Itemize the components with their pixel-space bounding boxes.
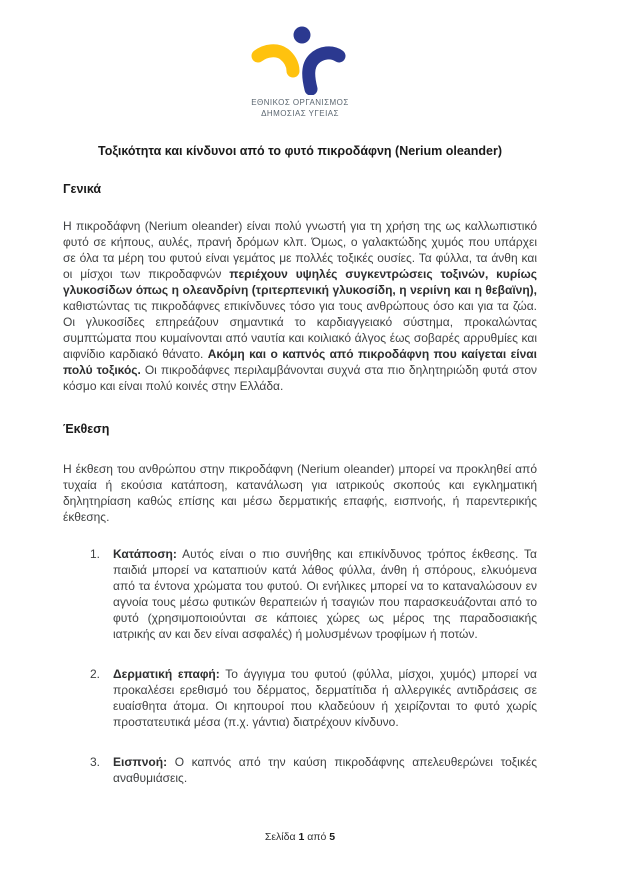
logo-org-name	[230, 97, 370, 119]
text-run: Οι πικροδάφνες περιλαμβάνονται συχνά στα πιο δηλητηριώδη φυτά στον κόσμο και είναι πολύ κοινές στην Ελλάδα.	[63, 363, 537, 393]
eody-logo	[230, 25, 370, 119]
text-run-bold: περιέχουν υψηλές συγκεντρώσεις τοξινών, κυρίως γλυκοσίδων όπως η ολεανδρίνη (τριτερπενική γλυκοσίδη, η νεριίνη και η θεβαϊνη),	[63, 267, 537, 297]
paragraph-exposure-intro: Η έκθεση του ανθρώπου στην πικροδάφνη (Nerium oleander) μπορεί να προκληθεί από τυχαία ή εκούσια κατάποση, κατανάλωση για ιατρικούς σκοπούς και εγκληματική δηλητηρίαση καθώς επίσης και μέσω δερματικής επαφής, εισπνοής, ή παρεντερικής έκθεσης.	[63, 462, 537, 524]
list-item-number: 3.	[90, 755, 101, 769]
list-item-number: 1.	[90, 547, 101, 561]
text-run: Το άγγιγμα του φυτού (φύλλα, μίσχοι, χυμός) μπορεί να προκαλέσει ερεθισμό του δέρματος, δερματίτιδα ή αλλεργικές αντιδράσεις σε ευαίσθητα άτομα. Οι κηπουροί που κλαδεύουν ή χειρίζονται το φυτό χωρίς προστατευτικά μέσα (π.χ. γάντια) διατρέχουν κίνδυνο.	[113, 667, 537, 729]
list-item-text	[113, 546, 537, 642]
footer-page-number: 1	[298, 831, 305, 843]
list-item-text	[113, 666, 537, 730]
section-heading-general: Γενικά	[63, 182, 102, 196]
logo-blue-body	[309, 53, 339, 89]
text-run: Η πικροδάφνη (Nerium oleander) είναι πολύ γνωστή για τη χρήση της ως καλλωπιστικό φυτό σε κήπους, αυλές, πρανή δρόμων κλπ. Όμως, ο γαλακτώδης χυμός που υπάρχει σε όλα τα μέρη του φυτού είναι γεμάτος με πολλές τοξικές ουσίες. Τα φύλλα, τα άνθη και οι μίσχοι των πικροδαφνών	[63, 219, 537, 281]
list-item-skin-contact	[63, 666, 537, 730]
list-item-label: Δερματική επαφή:	[113, 667, 220, 681]
list-item-inhalation	[63, 754, 537, 786]
paragraph-general	[63, 218, 537, 394]
footer-total-pages: 5	[329, 831, 336, 843]
text-run: Ο καπνός από την καύση πικροδάφνης απελευθερώνει τοξικές αναθυμιάσεις.	[113, 755, 537, 785]
section-heading-exposure: Έκθεση	[63, 422, 110, 436]
eody-person-icon	[250, 25, 350, 95]
list-item-ingestion	[63, 546, 537, 642]
logo-yellow-arm	[258, 51, 293, 71]
logo-head	[294, 27, 311, 44]
list-item-label: Κατάποση:	[113, 547, 177, 561]
exposure-routes-list	[63, 546, 537, 786]
text-run-bold: Ακόμη και ο καπνός από πικροδάφνη που καίγεται είναι πολύ τοξικός.	[63, 347, 537, 377]
logo-org-line2: ΔΗΜΟΣΙΑΣ ΥΓΕΙΑΣ	[261, 109, 339, 118]
text-run: καθιστώντας τις πικροδάφνες επικίνδυνες τόσο για τους ανθρώπους όσο και για τα ζώα. Οι γλυκοσίδες επηρεάζουν σημαντικά το καρδιαγγειακό σύστημα, προκαλώντας συμπτώματα που κυμαίνονται από ναυτία και κοιλιακό άλγος έως σοβαρές αρρυθμίες και αιφνίδιο καρδιακό θάνατο.	[63, 299, 537, 361]
text-run: Αυτός είναι ο πιο συνήθης και επικίνδυνος τρόπος έκθεσης. Τα παιδιά μπορεί να καταπιούν κατά λάθος φύλλα, άνθη ή σπόρους, ελκυόμενα από τα έντονα χρώματα του φυτού. Οι ενήλικες μπορεί να το καταναλώσουν εν αγνοία τους μέσω φυτικών θεραπειών ή τσαγιών που παρασκευάζονται από το φυτό (χρησιμοποιούνται σε κάποιες χώρες ως μέρος της παραδοσιακής ιατρικής αν και δεν είναι ασφαλές) ή μολυσμένων τροφίμων ή ποτών.	[113, 547, 537, 641]
logo-org-line1: ΕΘΝΙΚΟΣ ΟΡΓΑΝΙΣΜΟΣ	[251, 98, 349, 107]
list-item-label: Εισπνοή:	[113, 755, 168, 769]
list-item-number: 2.	[90, 667, 101, 681]
footer-page-word: Σελίδα	[264, 831, 296, 843]
list-item-text	[113, 754, 537, 786]
footer-of-word: από	[307, 831, 327, 843]
page-footer	[63, 830, 537, 844]
document-title: Τοξικότητα και κίνδυνοι από το φυτό πικροδάφνη (Nerium oleander)	[97, 144, 503, 158]
